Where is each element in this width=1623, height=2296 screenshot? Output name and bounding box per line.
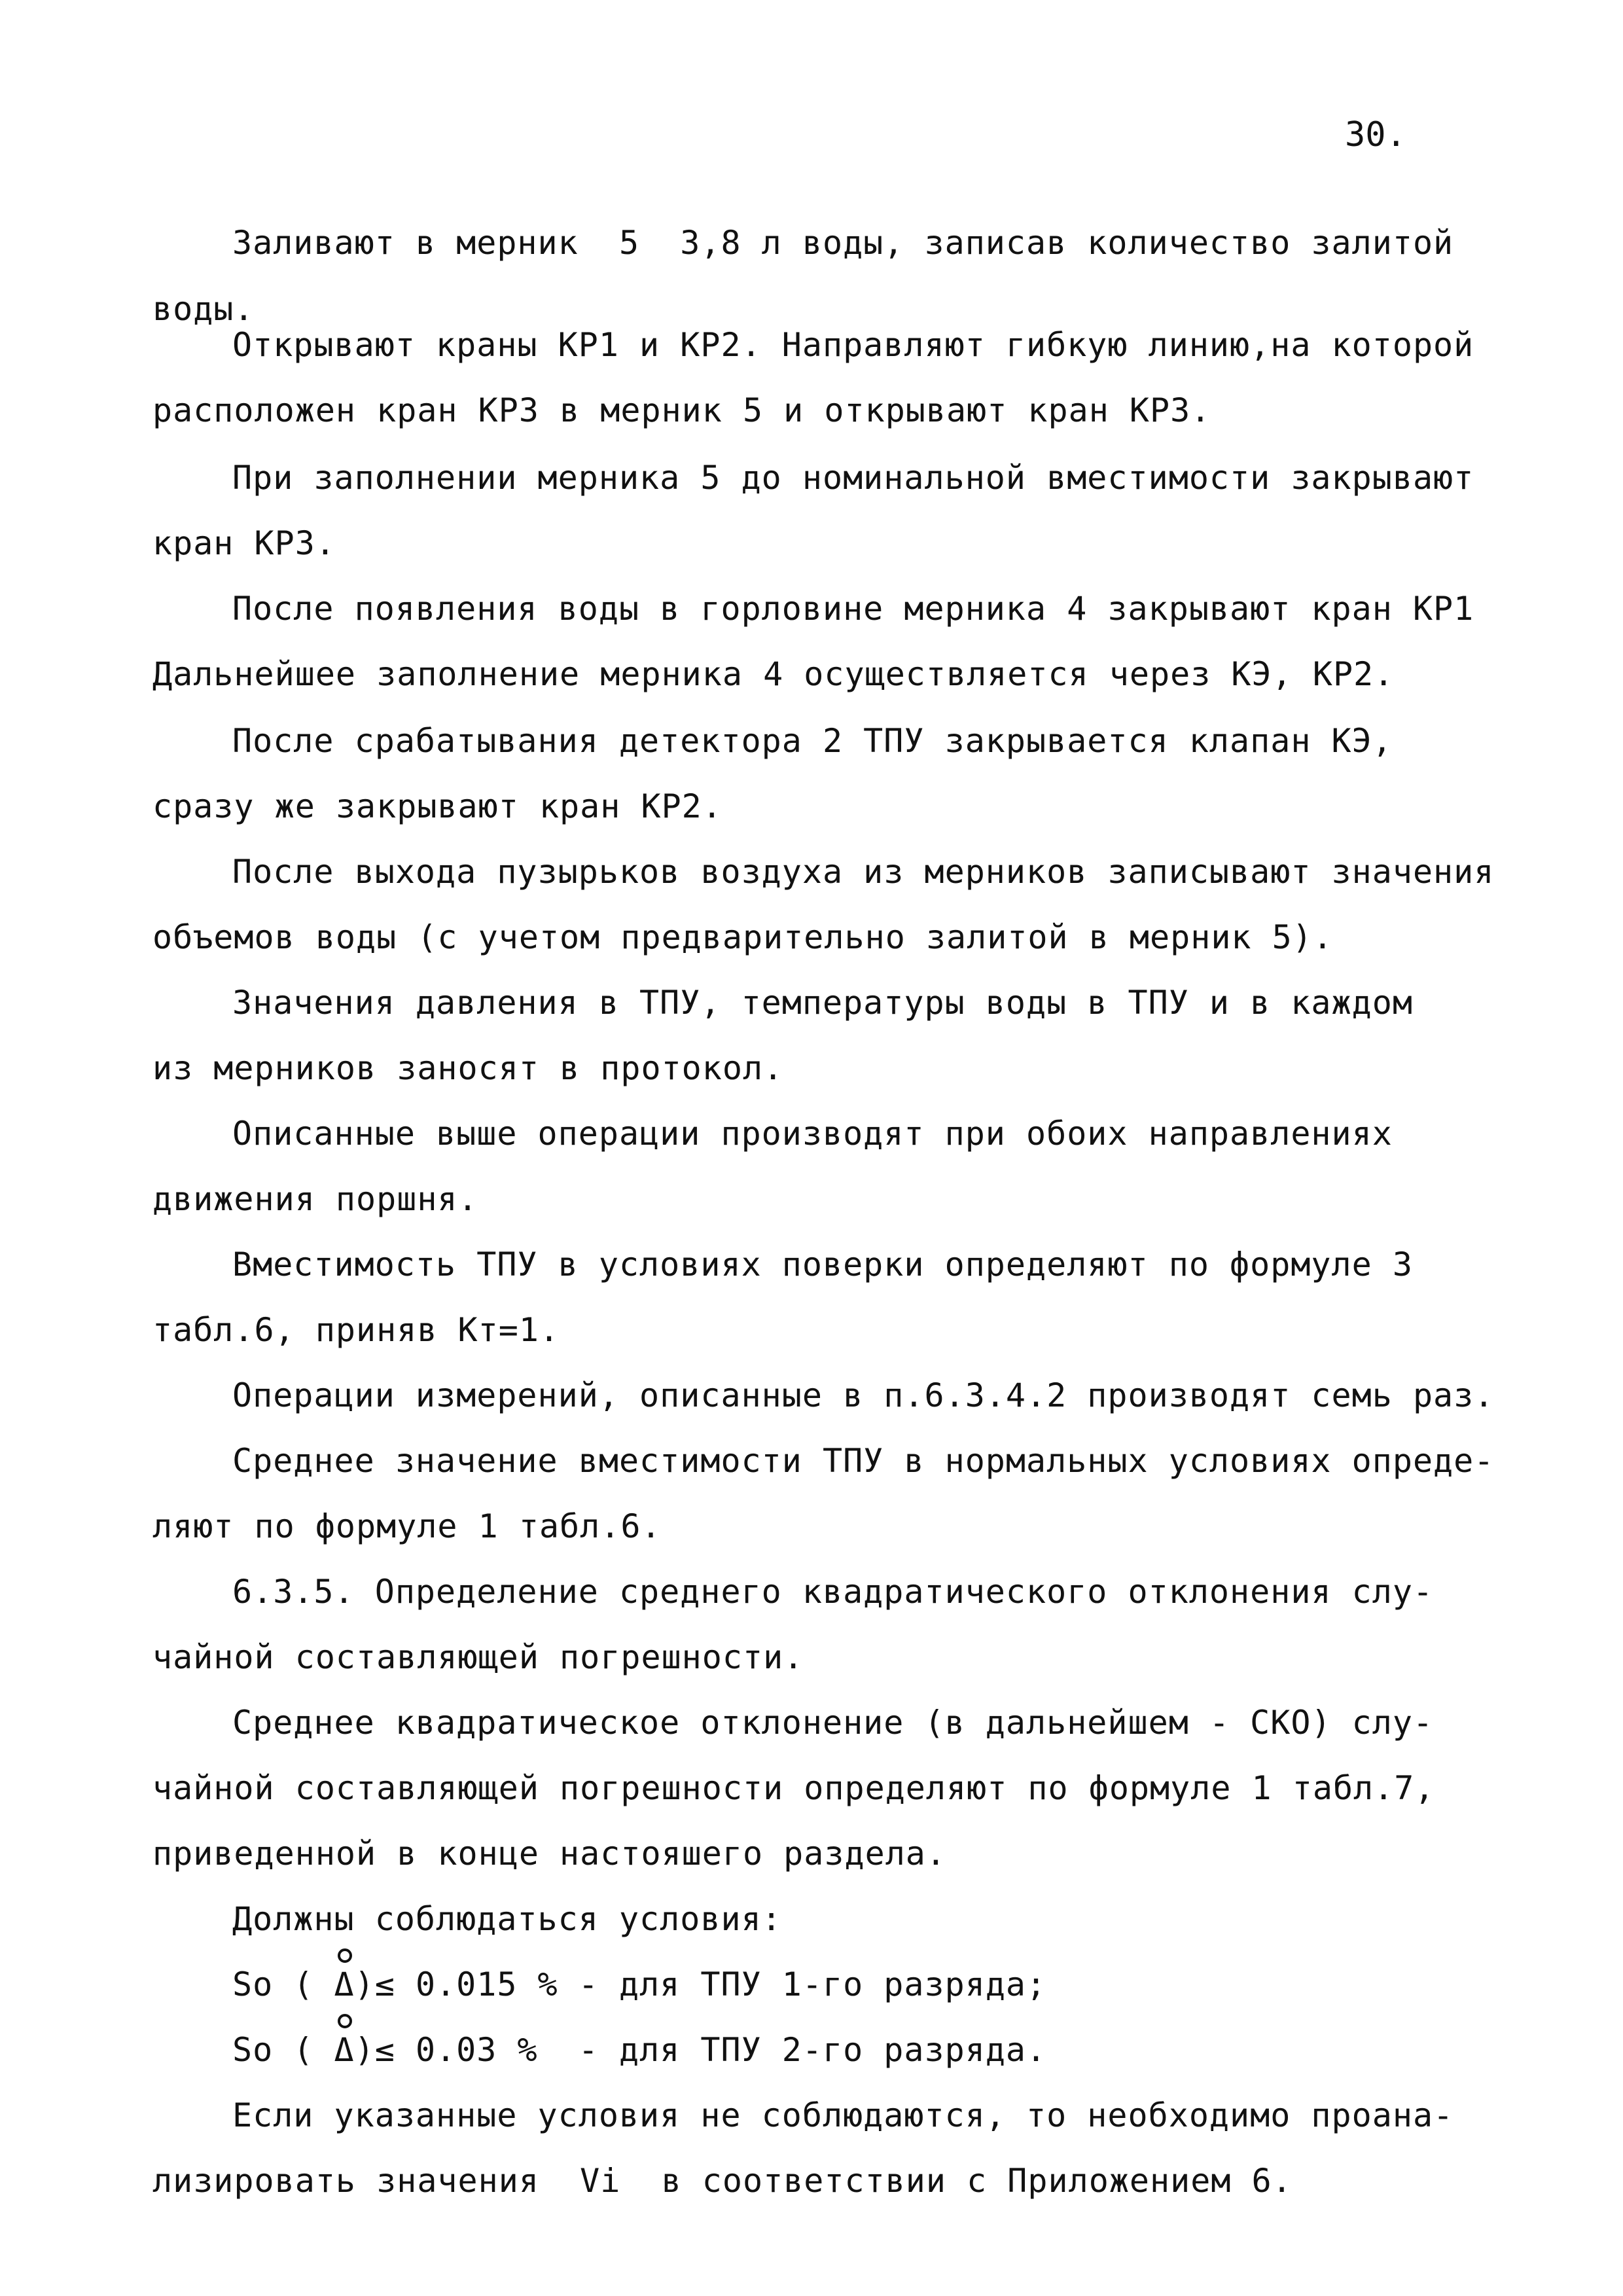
text-line: Заливают в мерник 5 3,8 л воды, записав количество залитой — [232, 224, 1454, 262]
text-line: Среднее квадратическое отклонение (в дальнейшем - СКО) слу- — [232, 1704, 1434, 1742]
text-line: объемов воды (с учетом предварительно залитой в мерник 5). — [152, 918, 1333, 956]
condition-prefix: So ( — [232, 1965, 334, 2003]
condition-relation: )≤ — [354, 1965, 395, 2003]
circle-accent-icon — [338, 1948, 352, 1963]
delta-symbol: Δ — [334, 1965, 355, 2003]
text-line: табл.6, приняв Кт=1. — [152, 1311, 560, 1349]
text-line: сразу же закрывают кран КР2. — [152, 787, 722, 825]
text-line: Значения давления в ТПУ, температуры воды в ТПУ и в каждом — [232, 984, 1413, 1022]
delta-circle-symbol — [334, 2031, 355, 2069]
text-line: Открывают краны КР1 и КР2. Направляют гибкую линию,на которой — [232, 326, 1474, 364]
text-line: Описанные выше операции производят при обоих направлениях — [232, 1115, 1393, 1153]
condition-line-1 — [232, 1965, 1047, 2003]
condition-text: 0.03 % - для ТПУ 2-го разряда. — [395, 2031, 1047, 2069]
text-line: ляют по формуле 1 табл.6. — [152, 1507, 662, 1545]
text-line: После появления воды в горловине мерника 4 закрывают кран КР1 — [232, 590, 1474, 628]
text-line: кран КР3. — [152, 524, 336, 562]
condition-relation: )≤ — [354, 2031, 395, 2069]
text-line: из мерников заносят в протокол. — [152, 1049, 784, 1087]
condition-prefix: So ( — [232, 2031, 334, 2069]
text-line: Если указанные условия не соблюдаются, то необходимо проана- — [232, 2096, 1454, 2134]
section-heading-continuation: чайной составляющей погрешности. — [152, 1638, 804, 1676]
delta-circle-symbol — [334, 1965, 355, 2003]
text-line: чайной составляющей погрешности определяют по формуле 1 табл.7, — [152, 1769, 1435, 1807]
text-line: лизировать значения Vi в соответствии с Приложением 6. — [152, 2162, 1293, 2200]
text-line: После срабатывания детектора 2 ТПУ закрывается клапан КЭ, — [232, 722, 1393, 760]
text-line: Вместимость ТПУ в условиях поверки определяют по формуле 3 — [232, 1246, 1413, 1283]
text-line: При заполнении мерника 5 до номинальной вместимости закрывают — [232, 459, 1474, 497]
text-line: воды. — [152, 290, 255, 328]
text-line: Среднее значение вместимости ТПУ в нормальных условиях опреде- — [232, 1442, 1495, 1480]
condition-text: 0.015 % - для ТПУ 1-го разряда; — [395, 1965, 1047, 2003]
page-number: 30. — [1345, 115, 1406, 154]
text-line: расположен кран КР3 в мерник 5 и открывают кран КР3. — [152, 391, 1211, 429]
text-line: движения поршня. — [152, 1180, 478, 1218]
section-heading: 6.3.5. Определение среднего квадратического отклонения слу- — [232, 1573, 1434, 1611]
delta-symbol: Δ — [334, 2031, 355, 2069]
text-line: Операции измерений, описанные в п.6.3.4.2 производят семь раз. — [232, 1376, 1495, 1414]
text-line: Дальнейшее заполнение мерника 4 осуществляется через КЭ, КР2. — [152, 655, 1395, 693]
text-line: Должны соблюдаться условия: — [232, 1900, 782, 1938]
condition-line-2 — [232, 2031, 1047, 2069]
text-line: приведенной в конце настояшего раздела. — [152, 1835, 946, 1873]
circle-accent-icon — [338, 2014, 352, 2028]
text-line: После выхода пузырьков воздуха из мерников записывают значения — [232, 853, 1495, 891]
